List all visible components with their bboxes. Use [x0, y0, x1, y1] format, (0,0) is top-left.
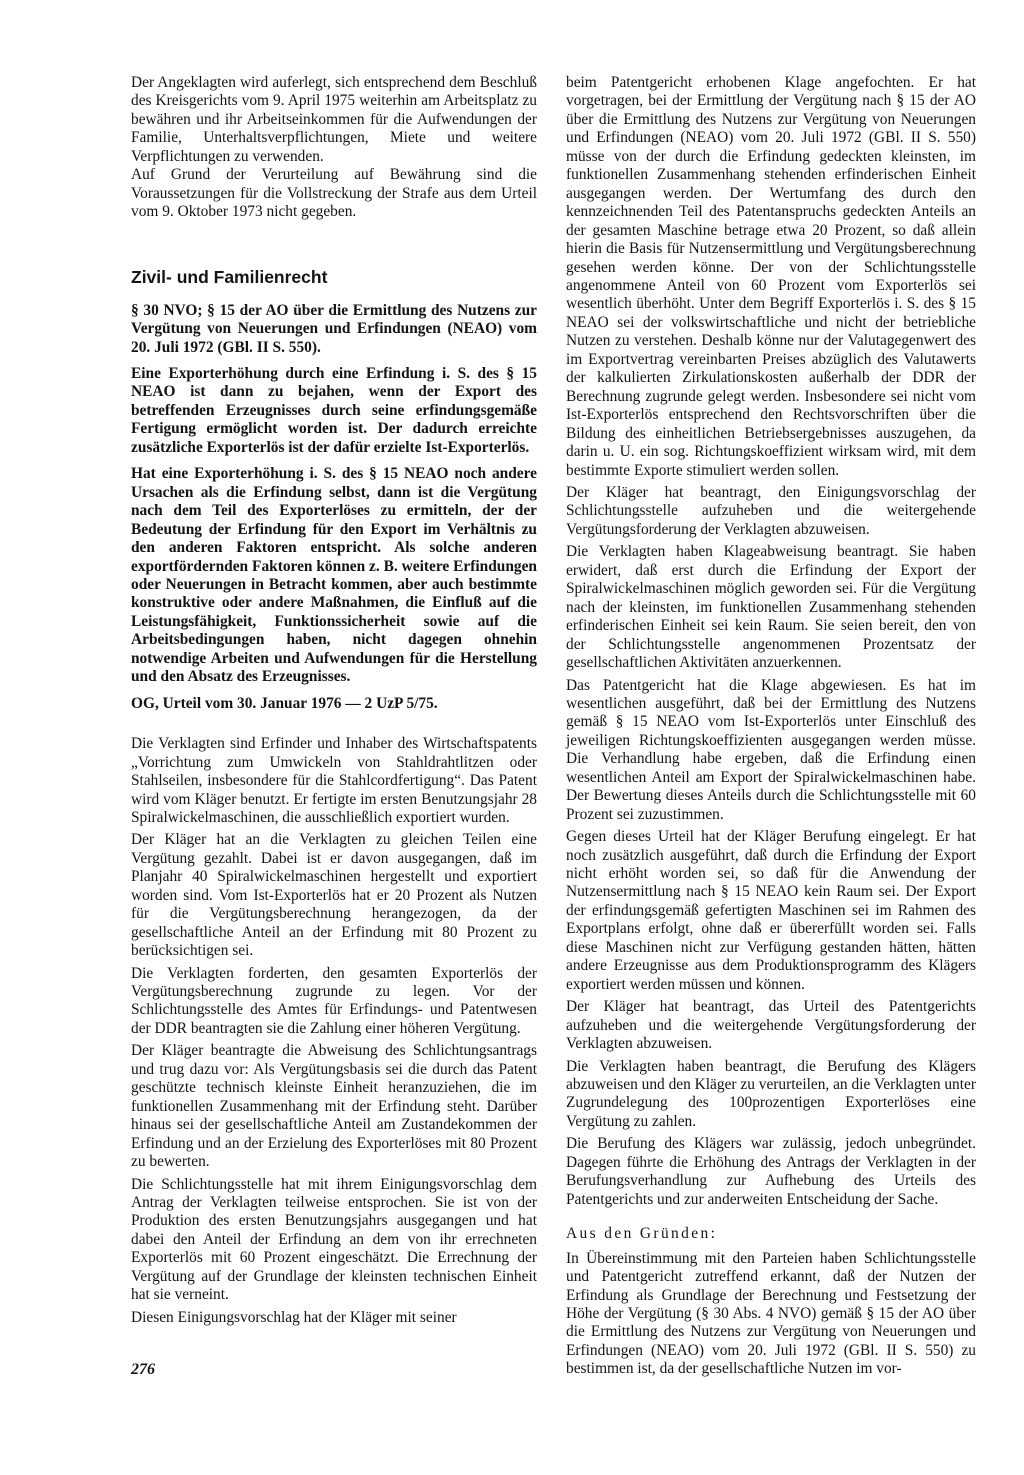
paragraph: Diesen Einigungsvorschlag hat der Kläger mit seiner: [131, 1308, 457, 1326]
paragraph: Der Kläger hat an die Verklagten zu gleichen Teilen eine Vergütung gezahlt. Dabei ist er davon ausgegangen, daß im Planjahr 40 Spiralwickelmaschinen hergestellt und exportiert worden sind. Vom Ist-Exporterlös hat er 20 Prozent als Nutzen für die Vergütungsberechnung herangezogen, da der gesellschaftliche Anteil an der Erfindung mit 80 Prozent zu berücksichtigen sei.: [131, 831, 537, 960]
right-column: [566, 74, 976, 1383]
paragraph: Gegen dieses Urteil hat der Kläger Berufung eingelegt. Er hat noch zusätzlich ausgeführt, daß durch die Erfindung der Export nicht erhöht worden sei, so daß für die Anwendung der Nutzensermittlung nach § 15 NEAO kein Raum sei. Der Export der erfindungsgemäß gefertigten Maschinen sei im Rahmen des Exportplans erfolgt, ohne daß er übererfüllt worden sei. Falls diese Maschinen nicht zur Verfügung gestanden hätten, hätten andere Erzeugnisse aus dem Produktionsprogramm des Klägers exportiert werden müssen und können.: [566, 828, 976, 993]
headnote: Hat eine Exporterhöhung i. S. des § 15 NEAO noch andere Ursachen als die Erfindung selbst, dann ist die Vergütung nach dem Teil des Exporterlöses zu ermitteln, der der Bedeutung der Erfindung für den Export im Verhältnis zu den anderen Faktoren entspricht. Als solche anderen exportfördernden Faktoren können z. B. weitere Erfindungen oder Neuerungen in Betracht kommen, aber auch bestimmte konstruktive oder andere Maßnahmen, die Einfluß auf die Leistungsfähigkeit, Funktionssicherheit sowie auf die Arbeitsbedingungen haben, nicht dagegen ohnehin notwendige Arbeiten und Aufwendungen für die Herstellung und den Absatz des Erzeugnisses.: [131, 465, 537, 686]
legal-citation: § 30 NVO; § 15 der AO über die Ermittlung des Nutzens zur Vergütung von Neuerungen und Erfindungen (NEAO) vom 20. Juli 1972 (GBl. II S. 550).: [131, 301, 537, 356]
paragraph: Die Schlichtungsstelle hat mit ihrem Einigungsvorschlag dem Antrag der Verklagten teilweise entsprochen. Sie ist von der Produktion des ersten Benutzungsjahrs ausgegangen und hat dabei den Anteil der Erfindung an dem von ihr errechneten Exporterlös mit 60 Prozent eingeschätzt. Die Errechnung der Vergütung auf der Grundlage der kleinsten technischen Einheit hat sie verneint.: [131, 1175, 537, 1304]
reasons-heading: Aus den Gründen:: [566, 1225, 718, 1243]
paragraph: Der Kläger hat beantragt, den Einigungsvorschlag der Schlichtungsstelle aufzuheben und die weitergehende Vergütungsforderung der Verklagten abzuweisen.: [566, 483, 976, 538]
paragraph: Die Verklagten haben Klageabweisung beantragt. Sie haben erwidert, daß erst durch die Erfindung der Export der Spiralwickelmaschinen möglich geworden sei. Für die Vergütung nach der kleinsten, im funktionellen Zusammenhang stehenden erfinderischen Einheit sei kein Raum. Sie seien bereit, den von der Schlichtungsstelle angenommenen Prozentsatz der gesellschaftlichen Aktivitäten anzuerkennen.: [566, 543, 976, 672]
paragraph: Der Kläger beantragte die Abweisung des Schlichtungsantrags und trug dazu vor: Als Vergütungsbasis sei die durch das Patent geschützte technisch kleinste Einheit heranzuziehen, die im funktionellen Zusammenhang mit der Erfindung steht. Darüber hinaus sei der gesellschaftliche Anteil am Zustandekommen der Erfindung und an der Erzielung des Exporterlöses mit 80 Prozent zu bewerten.: [131, 1042, 537, 1171]
paragraph: In Übereinstimmung mit den Parteien haben Schlichtungsstelle und Patentgericht zutreffend erkannt, daß der Nutzen der Erfindung als Grundlage der Berechnung und Festsetzung der Höhe der Vergütung (§ 30 Abs. 4 NVO) gemäß § 15 der AO über die Ermittlung des Nutzens zur Vergütung von Neuerungen und Erfindungen (NEAO) vom 20. Juli 1972 (GBl. II S. 550) zu bestimmen ist, da der gesellschaftliche Nutzen im vor-: [566, 1249, 976, 1378]
headnote: Eine Exporterhöhung durch eine Erfindung i. S. des § 15 NEAO ist dann zu bejahen, wenn der Export des betreffenden Erzeugnisses durch seine erfindungsgemäße Fertigung ermöglicht worden ist. Der dadurch erreichte zusätzliche Exporterlös ist der dafür erzielte Ist-Exporterlös.: [131, 364, 537, 456]
paragraph: Das Patentgericht hat die Klage abgewiesen. Es hat im wesentlichen ausgeführt, daß bei der Ermittlung des Nutzens gemäß § 15 NEAO vom Ist-Exporterlös unter Einschluß des jeweiligen Richtungskoeffizienten ausgegangen werden müsse. Die Verhandlung habe ergeben, daß die Erfindung einen wesentlichen Anteil am Export der Spiralwickelmaschinen habe. Der Bewertung dieses Anteils durch die Schlichtungsstelle mit 60 Prozent sei zuzustimmen.: [566, 676, 976, 823]
paragraph: Die Verklagten forderten, den gesamten Exporterlös der Vergütungsberechnung zugrunde zu legen. Vor der Schlichtungsstelle des Amtes für Erfindungs- und Patentwesen der DDR beantragten sie die Zahlung einer höheren Vergütung.: [131, 964, 537, 1037]
paragraph: Die Verklagten haben beantragt, die Berufung des Klägers abzuweisen und den Kläger zu verurteilen, an die Verklagten unter Zugrundelegung des 100prozentigen Exporterlöses eine Vergütung zu zahlen.: [566, 1057, 976, 1130]
paragraph: Die Verklagten sind Erfinder und Inhaber des Wirtschaftspatents „Vorrichtung zum Umwickeln von Stahldrahtlitzen oder Stahlseilen, insbesondere für die Stahlcordfertigung“. Das Patent wird vom Kläger benutzt. Er fertigte im ersten Benutzungsjahr 28 Spiralwickelmaschinen, die ausschließlich exportiert wurden.: [131, 735, 537, 826]
paragraph: Auf Grund der Verurteilung auf Bewährung sind die Voraussetzungen für die Vollstreckung der Strafe aus dem Urteil vom 9. Oktober 1973 nicht gegeben.: [131, 166, 537, 221]
left-column: [131, 74, 537, 1331]
paragraph: Der Angeklagten wird auferlegt, sich entsprechend dem Beschluß des Kreisgerichts vom 9. April 1975 weiterhin am Arbeitsplatz zu bewähren und ihr Arbeitseinkommen für die Aufwendungen der Familie, Unterhaltsverpflichtungen, Miete und weitere Verpflichtungen zu verwenden.: [131, 74, 537, 165]
paragraph: beim Patentgericht erhobenen Klage angefochten. Er hat vorgetragen, bei der Ermittlung der Vergütung nach § 15 der AO über die Ermittlung des Nutzens zur Vergütung von Neuerungen und Erfindungen (NEAO) vom 20. Juli 1972 (GBl. II S. 550) müsse von der durch die Erfindung gedeckten kleinsten, im funktionellen Zusammenhang stehenden erfinderischen Einheit ausgegangen werden. Der Wertumfang des durch den kennzeichnenden Teil des Patentanspruchs gedeckten Anteils an der gesamten Maschine betrage etwa 20 Prozent, so daß allein hierin die Basis für Nutzensermittlung und Vergütungsberechnung gesehen werden könne. Der von der Schlichtungsstelle angenommene Anteil von 60 Prozent vom Exporterlös sei wesentlich überhöht. Unter dem Begriff Exporterlös i. S. des § 15 NEAO sei der volkswirtschaftliche und nicht der betriebliche Nutzen zu verstehen. Deshalb könne nur der Valutagegenwert des im Exportvertrag vereinbarten Preises abzüglich des Valutawerts der kalkulierten Zirkulationskosten außerhalb der DDR der Berechnung zugrunde gelegt werden. Insbesondere sei nicht vom Ist-Exporterlös entsprechend den Rechtsvorschriften über die Bildung des einheitlichen Betriebsergebnisses auszugehen, da darin u. U. ein sog. Richtungskoeffizient wirksam wird, mit dem bestimmte Exporte stimuliert werden sollen.: [566, 74, 976, 479]
court-reference: OG, Urteil vom 30. Januar 1976 — 2 UzP 5/75.: [131, 694, 438, 712]
section-heading: Zivil- und Familienrecht: [131, 266, 328, 287]
paragraph: Der Kläger hat beantragt, das Urteil des Patentgerichts aufzuheben und die weitergehende Vergütungsforderung der Verklagten abzuweisen.: [566, 998, 976, 1053]
paragraph: Die Berufung des Klägers war zulässig, jedoch unbegründet. Dagegen führte die Erhöhung des Antrags der Verklagten in der Berufungsverhandlung zur Aufhebung des Urteils des Patentgerichts und zur anderweiten Entscheidung der Sache.: [566, 1135, 976, 1208]
page-number: 276: [131, 1361, 155, 1378]
